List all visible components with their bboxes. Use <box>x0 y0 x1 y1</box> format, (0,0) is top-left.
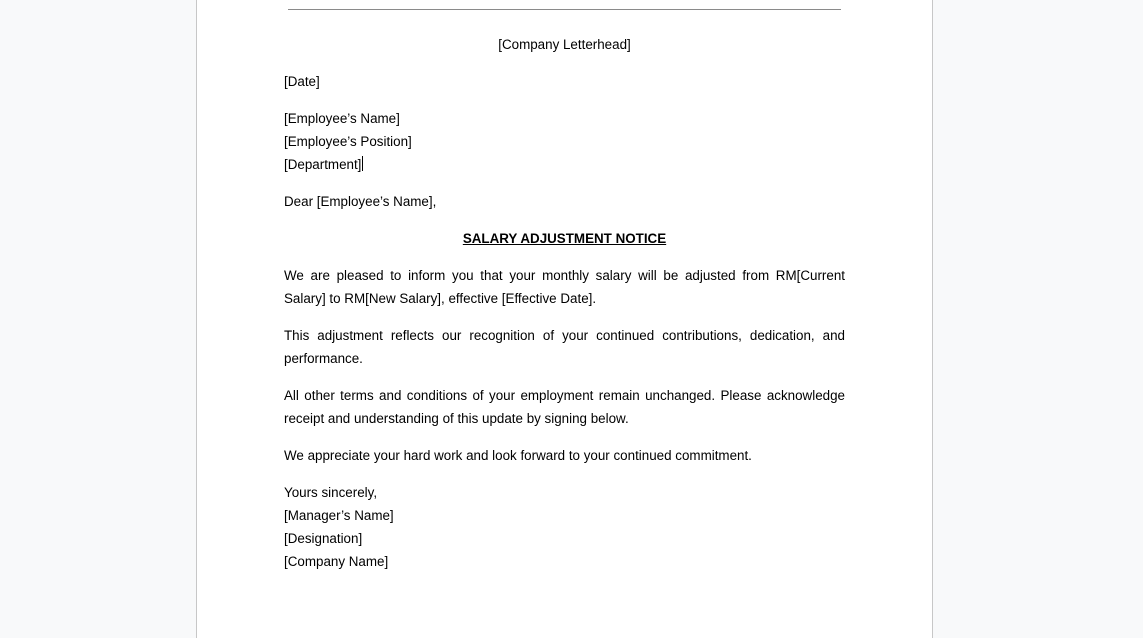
document-body[interactable] <box>284 33 845 573</box>
signature-designation: [Designation] <box>284 531 363 546</box>
header-divider <box>288 9 841 10</box>
signature-manager: [Manager’s Name] <box>284 508 394 523</box>
signature-company: [Company Name] <box>284 554 389 569</box>
paragraph-recognition: This adjustment reflects our recognition of your continued contributions, dedication, and performance. <box>284 328 845 366</box>
letter-date: [Date] <box>284 74 320 89</box>
company-letterhead: [Company Letterhead] <box>498 37 631 52</box>
document-page[interactable] <box>196 0 933 638</box>
notice-title: SALARY ADJUSTMENT NOTICE <box>462 231 667 246</box>
text-cursor <box>362 156 363 171</box>
recipient-name: [Employee’s Name] <box>284 111 400 126</box>
closing: Yours sincerely, <box>284 485 378 500</box>
recipient-position: [Employee’s Position] <box>284 134 412 149</box>
paragraph-salary-change: We are pleased to inform you that your monthly salary will be adjusted from RM[Current Salary] to RM[New Salary], effective [Effective Date]. <box>284 268 845 306</box>
salutation: Dear [Employee’s Name], <box>284 194 437 209</box>
paragraph-appreciation: We appreciate your hard work and look forward to your continued commitment. <box>284 448 752 463</box>
paragraph-terms: All other terms and conditions of your employment remain unchanged. Please acknowledge receipt and understanding of this update by signing below. <box>284 388 845 426</box>
recipient-department-text: [Department] <box>284 157 362 172</box>
recipient-department <box>284 153 845 176</box>
